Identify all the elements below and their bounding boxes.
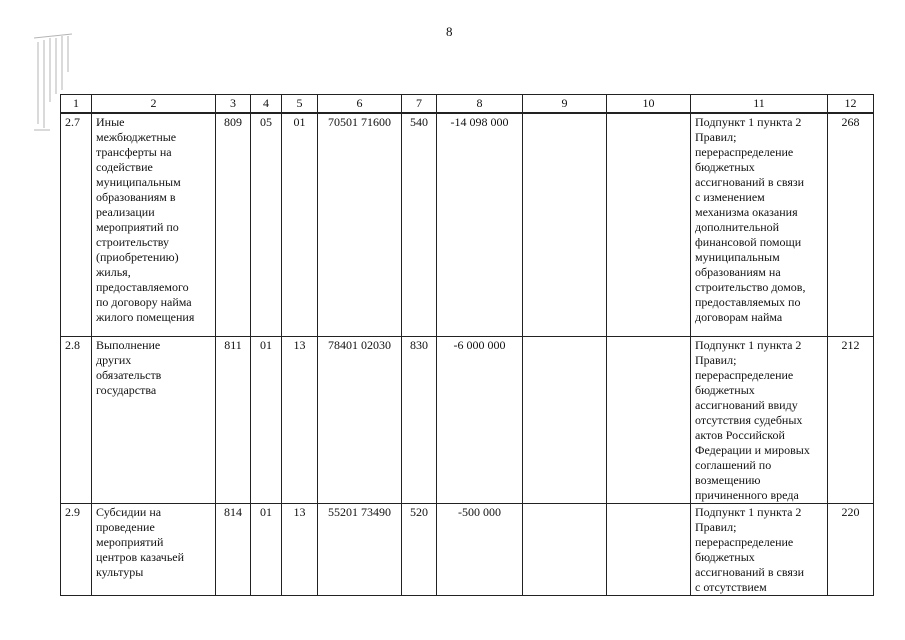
cell-col11: Подпункт 1 пункта 2 Правил; перераспределение бюджетных ассигнований ввиду отсутствия судебных актов Российской Федерации и мировых соглашений по возмещению причиненного вреда	[691, 337, 828, 504]
cell-col4: 01	[251, 337, 282, 504]
table-row	[61, 113, 874, 337]
page-number: 8	[446, 24, 453, 39]
cell-col9	[523, 504, 607, 596]
cell-col6: 55201 73490	[318, 504, 402, 596]
header-cell: 6	[318, 95, 402, 114]
header-cell: 10	[607, 95, 691, 114]
cell-col10	[607, 113, 691, 337]
cell-col8: -14 098 000	[437, 113, 523, 337]
cell-col6: 70501 71600	[318, 113, 402, 337]
table-row	[61, 504, 874, 596]
cell-col3: 811	[216, 337, 251, 504]
cell-col7: 830	[402, 337, 437, 504]
cell-col11: Подпункт 1 пункта 2 Правил; перераспределение бюджетных ассигнований в связи с изменением механизма оказания дополнительной финансовой помощи муниципальным образованиям на строительство домов, предоставляемых по договорам найма	[691, 113, 828, 337]
cell-col3: 809	[216, 113, 251, 337]
header-cell: 12	[828, 95, 874, 114]
header-cell: 11	[691, 95, 828, 114]
row-number: 2.8	[61, 337, 92, 504]
cell-col12: 212	[828, 337, 874, 504]
cell-col8: -500 000	[437, 504, 523, 596]
cell-col7: 520	[402, 504, 437, 596]
cell-col12: 268	[828, 113, 874, 337]
cell-col11: Подпункт 1 пункта 2 Правил; перераспределение бюджетных ассигнований в связи с отсутствием	[691, 504, 828, 596]
cell-col5: 13	[282, 337, 318, 504]
cell-col10	[607, 504, 691, 596]
header-cell: 8	[437, 95, 523, 114]
cell-col4: 01	[251, 504, 282, 596]
cell-col5: 01	[282, 113, 318, 337]
header-cell: 2	[92, 95, 216, 114]
header-cell: 3	[216, 95, 251, 114]
row-name: Субсидии на проведение мероприятий центров казачьей культуры	[92, 504, 216, 596]
row-name: Выполнение других обязательств государства	[92, 337, 216, 504]
cell-col9	[523, 337, 607, 504]
header-row	[61, 95, 874, 114]
cell-col3: 814	[216, 504, 251, 596]
header-cell: 5	[282, 95, 318, 114]
budget-table	[60, 94, 874, 596]
header-cell: 9	[523, 95, 607, 114]
table-row	[61, 337, 874, 504]
cell-col9	[523, 113, 607, 337]
cell-col7: 540	[402, 113, 437, 337]
cell-col8: -6 000 000	[437, 337, 523, 504]
row-number: 2.9	[61, 504, 92, 596]
header-cell: 4	[251, 95, 282, 114]
header-cell: 1	[61, 95, 92, 114]
row-number: 2.7	[61, 113, 92, 337]
row-name: Иные межбюджетные трансферты на содействие муниципальным образованиям в реализации мероприятий по строительству (приобретению) жилья, предоставляемого по договору найма жилого помещения	[92, 113, 216, 337]
cell-col12: 220	[828, 504, 874, 596]
cell-col4: 05	[251, 113, 282, 337]
cell-col5: 13	[282, 504, 318, 596]
header-cell: 7	[402, 95, 437, 114]
cell-col10	[607, 337, 691, 504]
cell-col6: 78401 02030	[318, 337, 402, 504]
